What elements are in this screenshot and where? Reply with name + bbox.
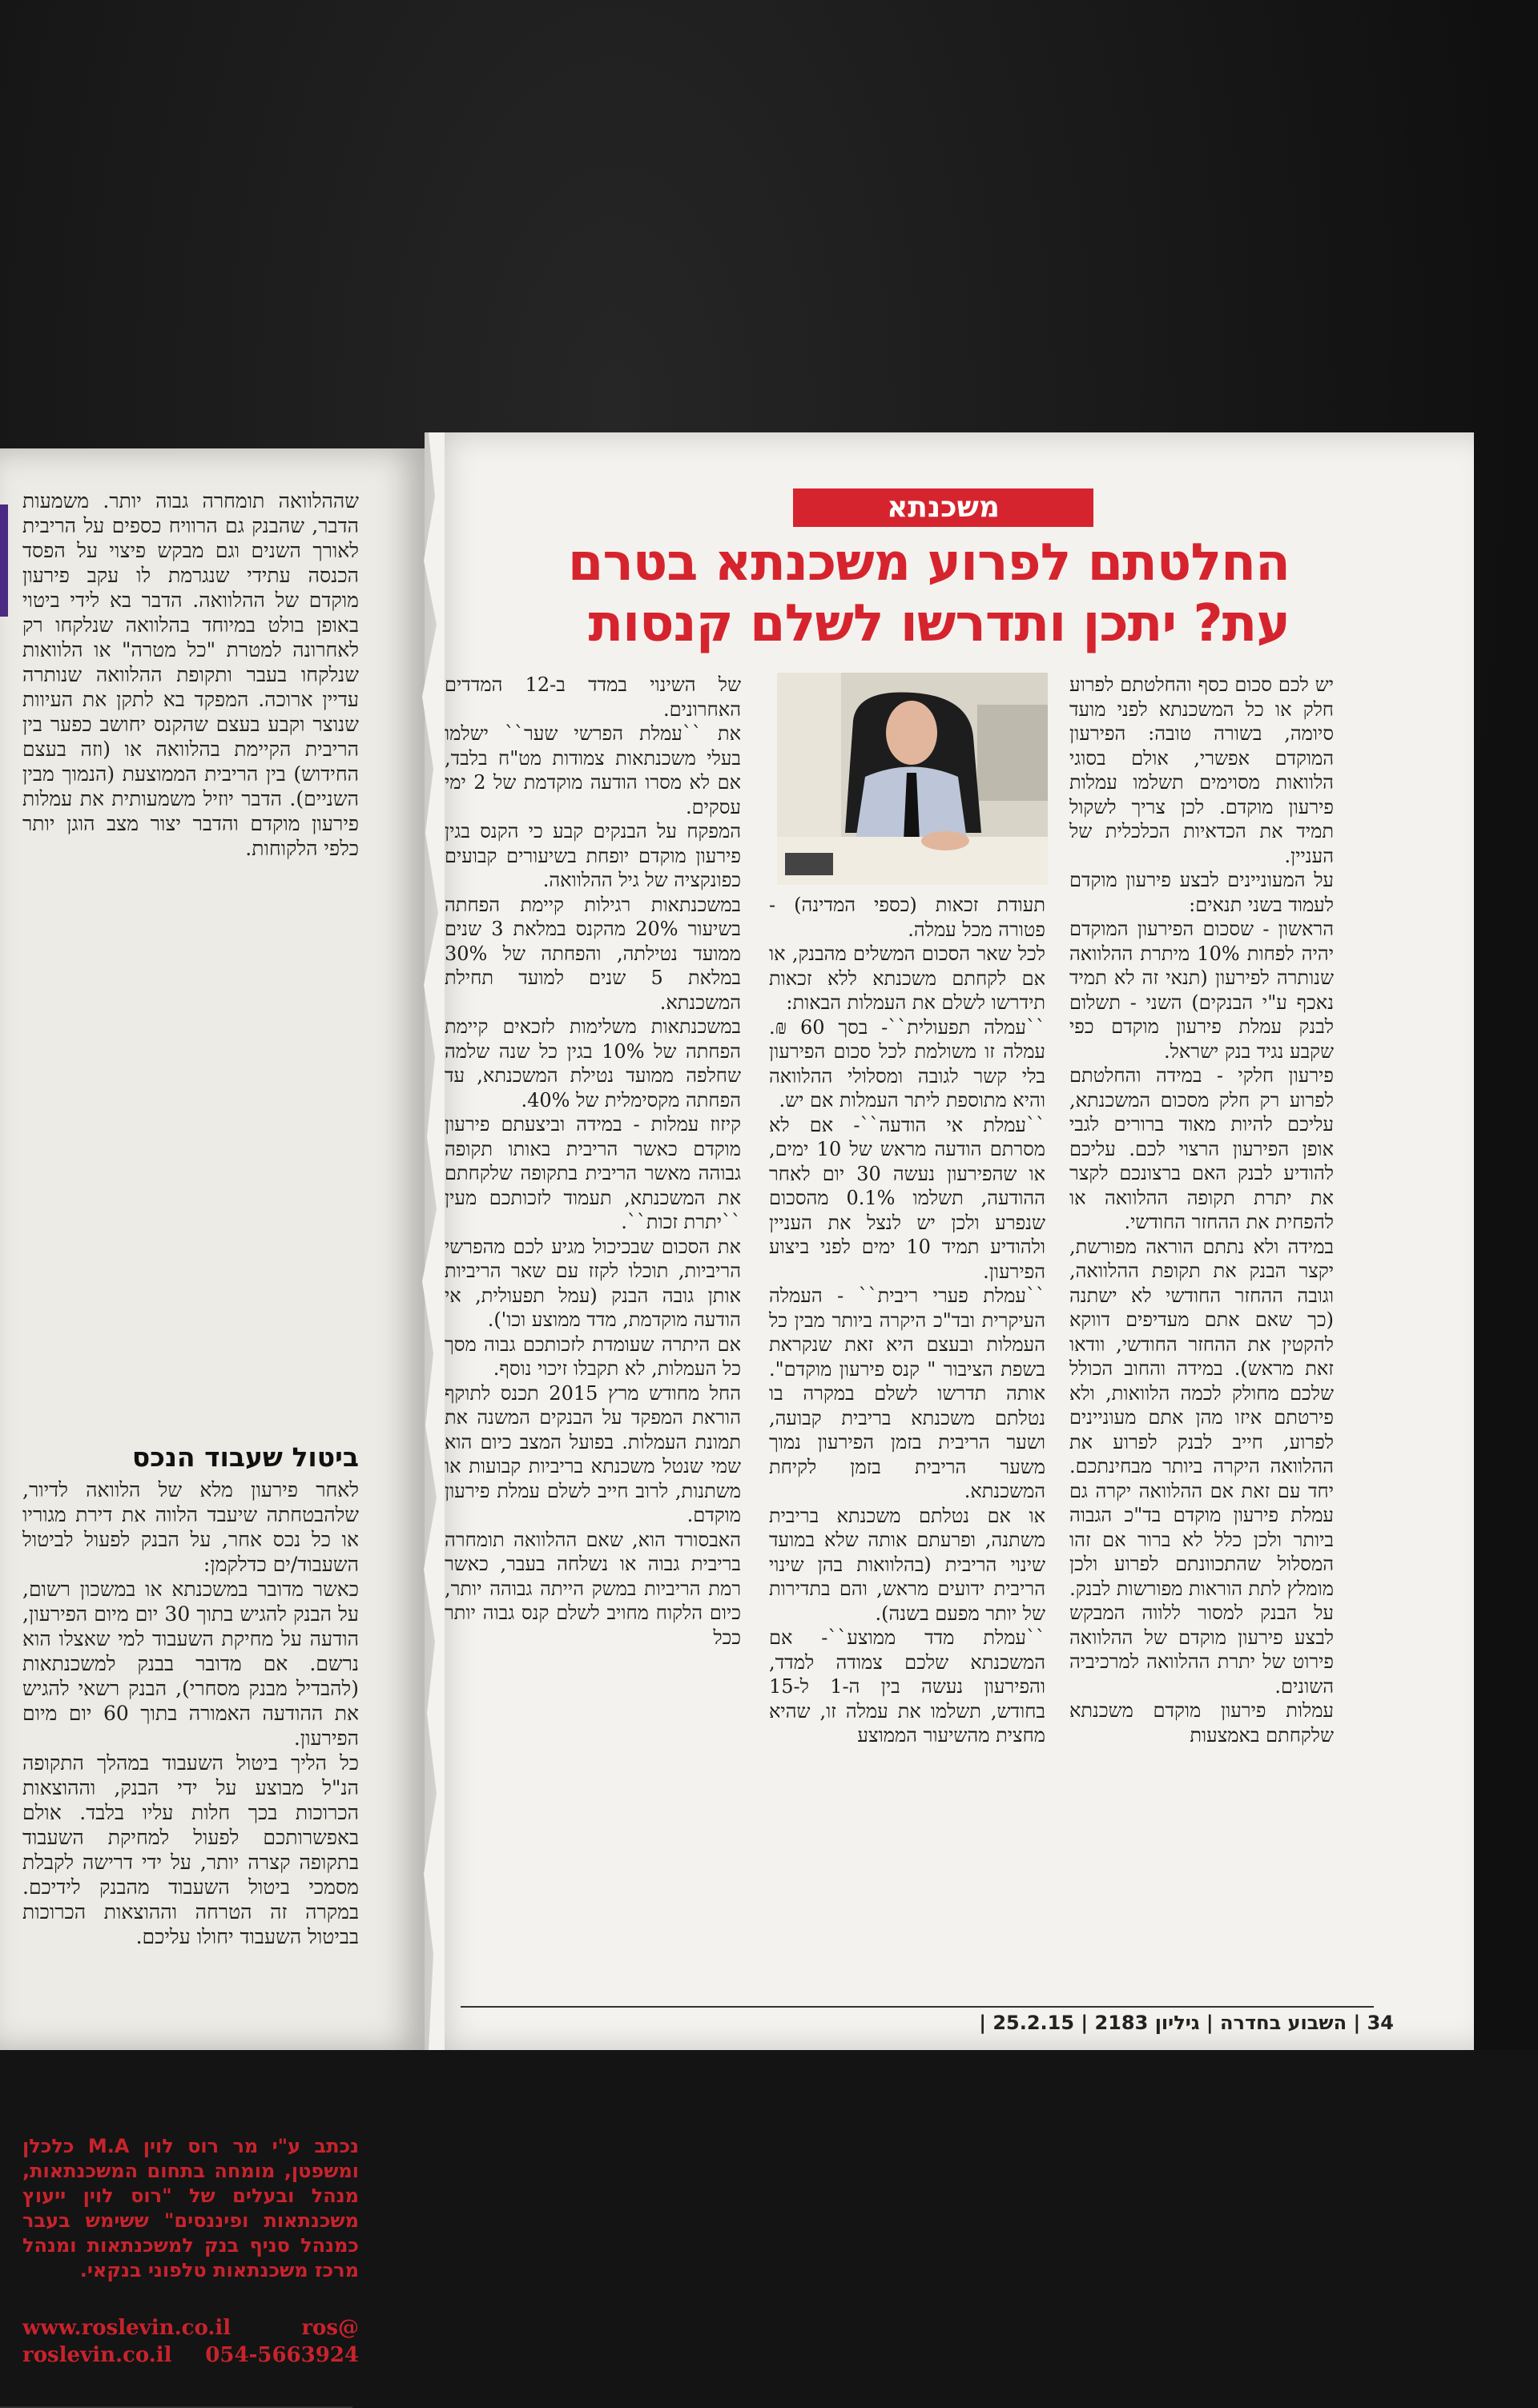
article-headline: החלטתם לפרוע משכנתא בטרם עת? יתכן ותדרשו לשלם קנסות [567, 533, 1290, 653]
email-domain: roslevin.co.il [22, 2343, 172, 2367]
torn-page-edge [413, 432, 445, 2050]
left-column-text: שההלוואה תומחרה גבוה יותר. משמעות הדבר, שהבנק גם הרוויח כספים על הריבית לאורך השנים וגם מבקש פיצוי על הפסד הכנסה עתידי שנגרמת לו עקב פירעון מוקדם של ההלוואה. הדבר בא לידי ביטוי באופן בולט במיוחד בהלוואה שנלקחו רק לאחרונה למטרת "כל מטרה" או הלוואות שנלקחו בעבר ותקופת ההלוואה שנותרה עדיין ארוכה. המפקד בא לתקן את העיוות שנוצר וקבע בעצם שהקנס יחושב כפער בין הריבית הקיימת בהלוואה או (וזה בעצם החידוש) בין הריבית הממוצעת (הנמוך מבין השניים). הדבר יוזיל משמעותית את עמלות פירעון מוקדם והדבר יצור מצב הוגן יותר כלפי הלקוחות. [22, 489, 359, 860]
section-heading: ביטול שעבוד הנכס [131, 1441, 359, 1473]
page-edge-bar [0, 505, 8, 617]
footer-rule [461, 2006, 1374, 2008]
website-link[interactable]: www.roslevin.co.il [22, 2316, 232, 2340]
author-credit: נכתב ע"י מר רוס לוין M.A כלכלן ומשפטן, מומחה בתחום המשכנתאות, מנהל ובעלים של "רוס לוין ייעוץ משכנתאות ופיננסים" ששימש בעבר כמנהל סניף בנק למשכנתאות ומנהל מרכז משכנתאות טלפוני בנקאי. [22, 2135, 359, 2281]
section-body-text: לאחר פירעון מלא של הלוואה לדיור, שלהבטחתה שיעבד הלווה את דירת מגוריו או כל נכס אחר, על הבנק לפעול לביטול השעבוד/ים כדלקמן: כאשר מדובר במשכנתא או במשכון רשום, על הבנק להגיש בתוך 30 יום מיום הפירעון, הודעה על מחיקת השעבוד למי שאצלו הוא נרשם. אם מדובר בבנק למשכנתאות (להבדיל מבנק מסחרי), הבנק רשאי להגיש את ההודעה האמורה בתוך 60 יום מיום הפירעון. כל הליך ביטול השעבוד במהלך התקופה הנ"ל מבוצע על ידי הבנק, וההוצאות הכרוכות בכך חלות עליו בלבד. אולם באפשרותכם לפעול למחיקת השעבוד בתקופה קצרה יותר, על ידי דרישה לקבלת מסמכי ביטול השעבוד מהבנק לידיכם. במקרה זה הטרחה וההוצאות הכרוכות בביטול השעבוד יחולו עליכם. [22, 1478, 359, 1948]
photo-illustration [777, 673, 1048, 885]
page-footer: 34 | השבוע בחדרה | גיליון 2183 | 25.2.15 | [979, 2012, 1394, 2034]
article-column-left: של השינוי במדד ב-12 המדדים האחרונים. את ``עמלת הפרשי שער`` ישלמו בעלי משכנתאות צמודות מט"ח בלבד, אם לא מסרו הודעה מוקדמת של 2 ימי עסקים. המפקח על הבנקים קבע כי הקנס בגין פירעון מוקדם יופחת בשיעורים קבועים כפונקציה של גיל ההלוואה. במשכנתאות רגילות קיימת הפחתה בשיעור 20% מהקנס במלאת 3 שנים ממועד נטילתה, והפחתה של 30% במלאת 5 שנים למועד תחילת המשכנתא. במשכנתאות משלימות לזכאים קיימת הפחתה של 10% בגין כל שנה שלמה שחלפה ממועד נטילת המשכנתא, עד הפחתה מקסימלית של 40%. קיזוז עמלות - במידה וביצעתם פירעון מוקדם כאשר הריבית באותו תקופה גבוהה מאשר הריבית בתקופה שלקחתם את המשכנתא, תעמוד לזכותכם מעין ``יתרת זכות``. את הסכום שבכיכול מגיע לכם מהפרשי הריביות, תוכלו לקזז עם שאר הריביות אותן גובה הבנק (עמל תפעולית, אי הודעה מוקדמת, מדד ממוצע וכו'). אם היתרה שעומדת לזכותכם גבוה מסך כל העמלות, לא תקבלו זיכוי נוסף. החל מחודש מרץ 2015 תכנס לתוקף הוראת המפקד על הבנקים המשנה את תמונת העמלות. בפועל המצב כיום הוא שמי שנטל משכנתא בריביות קבועות או משתנות, לרוב חייב לשלם עמלת פירעון מוקדם. האבסורד הוא, שאם ההלוואה תומחרה בריבית גבוה או נשלחה בעבר, כאשר רמת הריביות במשק הייתה גבוהה יותר, כיום הלקוח מחויב לשלם קנס גבוה יותר ככל [445, 673, 742, 1649]
right-page [425, 432, 1474, 2050]
article-column-middle: תעודת זכאות (כספי המדינה) - פטורה מכל עמלה. לכל שאר הסכום המשלים מהבנק, או אם לקחתם משכנתא ללא זכאות תידרשו לשלם את העמלות הבאות: ``עמלה תפעולית``- בסך 60 ₪. עמלה זו משולמת לכל סכום הפירעון בלי קשר לגובה ומסלולי ההלוואה והיא מתוספת ליתר העמלות אם יש. ``עמלת אי הודעה``- אם לא מסרתם הודעה מראש של 10 ימים, או שהפירעון נעשה 30 יום לאחר ההודעה, תשלמו 0.1% מהסכום שנפרע ולכן יש לנצל את העניין ולהודיע תמיד 10 ימים לפני ביצוע הפירעון. ``עמלת פערי ריבית`` - העמלה העיקרית ובד"כ היקרה ביותר מבין כל העמלות ובעצם היא זאת שנקראת בשפת הציבור " קנס פירעון מוקדם". אותה תדרשו לשלם במקרה בו נטלתם משכנתא בריבית קבועה, ושער הריבית בזמן הפירעון נמוך משער הריבית בזמן לקיחת המשכנתא. או אם נטלתם משכנתא בריבית משתנה, ופרעתם אותה שלא במועד שינוי הריבית (בהלוואות בהן שינוי הריבית ידועים מראש, והם בתדירות של יותר מפעם בשנה). ``עמלת מדד ממוצע``- אם המשכנתא שלכם צמודה למדד, והפירעון נעשה בין ה-1 ל-15 בחודש, תשלמו את עמלה זו, שהיא מחצית מהשיעור הממוצע [769, 894, 1046, 1747]
phone-number: 054-5663924 [205, 2343, 359, 2367]
issue-number: 2183 [1094, 2012, 1149, 2034]
page-number: 34 [1367, 2012, 1394, 2034]
email-user: ros@ [301, 2316, 359, 2340]
author-photo [777, 673, 1048, 885]
issue-date: 25.2.15 [992, 2012, 1075, 2034]
issue-label: גיליון [1154, 2012, 1200, 2034]
publication-name: השבוע בחדרה [1220, 2012, 1347, 2034]
left-page [0, 448, 425, 2367]
contact-block [22, 2314, 359, 2369]
article-column-right: יש לכם סכום כסף והחלטתם לפרוע חלק או כל המשכנתא לפני מועד סיומה, בשורה טובה: הפירעון המוקדם אפשרי, אולם בסוגי הלוואות מסוימים תשלמו עמלות פירעון מוקדם. לכן צריך לשקול תמיד את הכדאיות הכלכלית של העניין. על המעוניינים לבצע פירעון מוקדם לעמוד בשני תנאים: הראשון - שסכום הפירעון המוקדם יהיה לפחות 10% מיתרת ההלוואה שנותרה לפירעון (תנאי זה לא תמיד נאכף ע"י הבנקים) השני - תשלום לבנק עמלת פירעון מוקדם כפי שקבע נגיד בנק ישראל. פירעון חלקי - במידה והחלטתם לפרוע רק חלק מסכום המשכנתא, עליכם להיות מאוד ברורים לגבי אופן הפירעון הרצוי לכם. עליכם להודיע לבנק האם ברצונכם לקצר את יתרת תקופה ההלוואה או להפחית את ההחזר החודשי. במידה ולא נתתם הוראה מפורשת, יקצר הבנק את תקופת ההלוואה, וגובה ההחזר החודשי לא ישתנה (כך שאם אתם מעדיפים דווקא להקטין את ההחזר החודשי, וודאו זאת מראש). במידה והחוב הכולל שלכם מחולק לכמה הלוואות, ולא פירטתם איזו מהן אתם מעוניינים לפרוע, חייב לבנק לפרוע את ההלוואה היקרה ביותר מבחינתכם. יחד עם זאת אם ההלוואה יקרה גם עמלת פירעון מוקדם בד"כ הגבוה ביותר ולכן כלל לא ברור אם זהו המסלול שהתכוונתם לפרוע ולכן מומלץ לתת הוראות מפורשות לבנק. על הבנק למסור ללווה המבקש לבצע פירעון מוקדם של ההלוואה פירוט של יתרת ההלוואה למרכיביה השונים. עמלות פירעון מוקדם משכנתא שלקחתם באמצעות [1069, 673, 1334, 1747]
section-tag: משכנתא [793, 488, 1093, 527]
